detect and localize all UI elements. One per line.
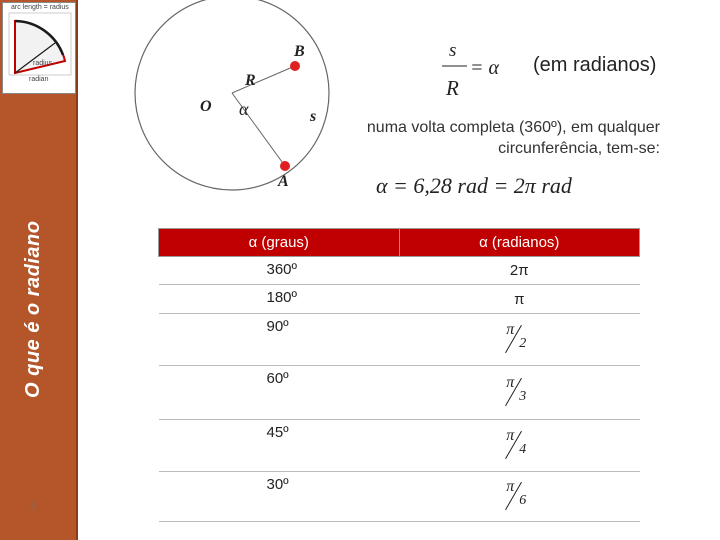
fraction-denominator: 2 <box>519 335 527 351</box>
degrees-cell: 30º <box>159 472 400 522</box>
table-row <box>159 314 640 366</box>
formula-numerator: s <box>449 40 457 61</box>
degrees-cell: 180º <box>159 285 400 314</box>
fraction-numerator: π <box>506 373 515 391</box>
fraction-numerator: π <box>506 426 515 444</box>
angle-table <box>158 228 640 522</box>
radians-note: (em radianos) <box>533 54 657 76</box>
table-row <box>159 472 640 522</box>
degrees-cell: 90º <box>159 314 400 366</box>
fraction <box>506 478 532 512</box>
thumbnail-top-label: arc length = radius <box>11 4 69 11</box>
radians-cell: π <box>399 285 640 314</box>
formula-rhs: = α <box>470 57 499 79</box>
radians-cell <box>399 366 640 420</box>
table-row <box>159 285 640 314</box>
radians-cell: 2π <box>399 257 640 285</box>
formula-denominator: R <box>446 76 459 100</box>
label-s: s <box>310 108 317 125</box>
table-row <box>159 420 640 472</box>
fraction-numerator: π <box>506 320 515 338</box>
label-O: O <box>200 98 212 115</box>
thumbnail-mid-label: radius <box>33 60 53 67</box>
fraction <box>506 374 532 408</box>
section-title: O que é o radiano <box>22 220 44 398</box>
table-row <box>159 257 640 285</box>
fraction-denominator: 4 <box>519 441 527 457</box>
degrees-cell: 45º <box>159 420 400 472</box>
point-B <box>290 61 300 71</box>
header-degrees: α (graus) <box>159 229 400 257</box>
fraction-denominator: 3 <box>519 388 527 404</box>
radians-cell <box>399 314 640 366</box>
fraction-numerator: π <box>506 477 515 495</box>
header-radians: α (radianos) <box>399 229 640 257</box>
degrees-cell: 60º <box>159 366 400 420</box>
description-text: numa volta completa (360º), em qualquer circunferência, tem-se: <box>366 119 660 157</box>
fraction <box>506 427 532 461</box>
label-alpha: α <box>239 99 249 119</box>
label-B: B <box>294 43 305 60</box>
fraction <box>506 321 532 355</box>
circle <box>135 0 329 190</box>
label-R: R <box>245 72 256 89</box>
table-row <box>159 366 640 420</box>
radians-cell <box>399 420 640 472</box>
table-header-row <box>159 229 640 257</box>
thumbnail-bottom-label: radian <box>29 76 49 83</box>
radius-OB <box>232 66 295 93</box>
point-A <box>280 161 290 171</box>
degrees-cell: 360º <box>159 257 400 285</box>
full-turn-formula: α = 6,28 rad = 2π rad <box>376 173 572 198</box>
label-A: A <box>278 173 289 190</box>
fraction-denominator: 6 <box>519 492 527 508</box>
radians-cell <box>399 472 640 522</box>
page-number: 8 <box>30 500 37 512</box>
